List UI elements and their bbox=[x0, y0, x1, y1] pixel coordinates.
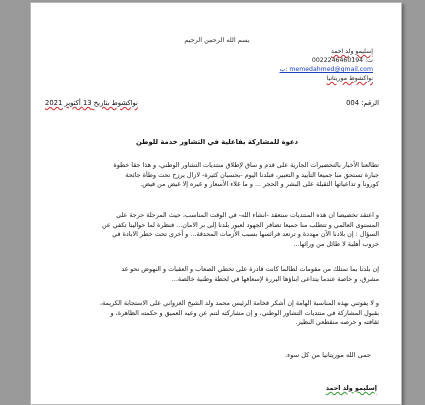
sender-email-link[interactable]: ب: memedahmed@gmail.com bbox=[279, 66, 373, 73]
paragraph-line: إن بلدنا بما تمتلك من مقومات لطالما كانت قادرة على تخطي الصعاب و العقبات و النهوض نحو غد bbox=[121, 265, 379, 273]
sender-country: نواكشوط موريتانيا bbox=[326, 75, 373, 82]
paragraph-3 bbox=[51, 265, 379, 284]
paragraph-1 bbox=[51, 161, 379, 190]
signature: إسليمو ولد احمد bbox=[325, 384, 377, 392]
paragraph-line: مشرق، و خاصة عندما يتداعى ابناؤها البررة لإسعافها في لحظة وطنية خالصة... bbox=[171, 274, 379, 283]
paragraph-line: و لا يفوتني بهذه المناسبة الهامة إن أشكر فخامة الرئيس محمد ولد الشيخ الغزواني على الاستجابة الكريمة، bbox=[100, 299, 379, 307]
sender-name: إسليمو ولد احمد bbox=[330, 48, 373, 55]
letter-title: دعوة للمشاركة بفاعلية في التشاور خدمة للوطن bbox=[135, 138, 299, 146]
paragraph-line: تطالعنا الأخبار بالتحضيرات الجارية على قدم و ساق لإطلاق منتديات التشاور الوطني، و هذا حقا خطوة bbox=[113, 161, 379, 169]
paragraph-line: ثقافته و حرصه منقطعي النظير. bbox=[295, 318, 379, 327]
paragraph-line: جبارة تستحق منا جميعا التأييد و التعبير، فبلدنا اليوم -بحسبان كثيرة- لازال يرزح تحت وطأة جائحة bbox=[125, 170, 379, 179]
paragraph-2 bbox=[51, 211, 379, 249]
paragraph-line: و اعتقد تخصيصا ان هذه المنتديات ستعقد -انشاء الله- في الوقت المناسب، حيث المرحلة حرجة على bbox=[116, 211, 379, 219]
letter-number: الرقم: 004 bbox=[346, 99, 379, 107]
paragraph-line: حروب أهلية لا طائل من ورائها... bbox=[293, 239, 379, 248]
paragraph-line: المستوى العالمي و تتطلب منا جميعا تضافر الجهود لعبور بلدنا إلى بر الامان... فنظرة لما حوالينا تكفي عن bbox=[102, 220, 379, 229]
paragraph-line: السؤال : إن بلادنا الآن مهددة و ترتعد فرائسها بسبب الأزمات المحدقة... و أخرى تحت خطر الابادة في bbox=[112, 230, 379, 239]
document-page bbox=[30, 2, 402, 405]
basmala: بسم الله الرحمن الرحيم bbox=[184, 36, 250, 44]
sender-header bbox=[243, 47, 373, 83]
paragraph-4 bbox=[51, 299, 379, 328]
letter-date: نواكشوط بتاريخ 13 أكتوبر 2021 bbox=[45, 99, 138, 107]
paragraph-line: بقبول المشاركة في منتديات التشاور الوطني، و إن مشاركته لتنم عن وعيه العميق و حكمته الظاهرة، و bbox=[110, 308, 379, 317]
reference-row bbox=[45, 99, 379, 109]
paragraph-line: كورونا و تداعياتها الثقيلة على البشر و الحجر ... و ما غلاء الأسعار و غيره إلا غيض من فيض. bbox=[140, 180, 379, 189]
sender-phone: ت: 0022246460194 bbox=[311, 57, 373, 64]
closing-line: حمى الله موريتانيا من كل سوء. bbox=[284, 351, 371, 359]
